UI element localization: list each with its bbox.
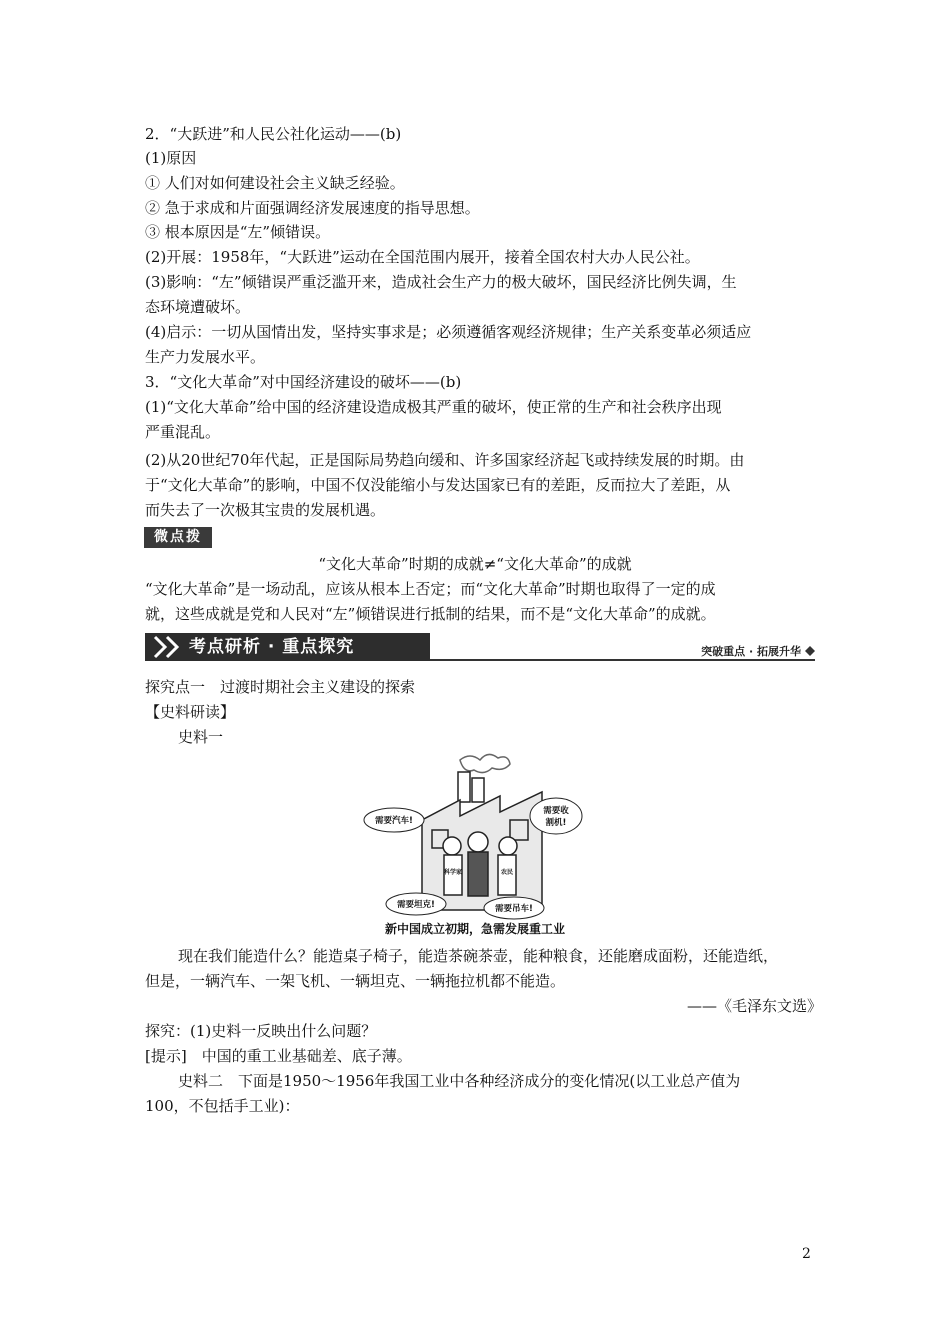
- impact-text-2: 态环境遭破坏。: [145, 298, 251, 316]
- banner-subtitle: 突破重点 · 拓展升华: [701, 645, 801, 658]
- bubble-crane: 需要吊车!: [495, 904, 533, 914]
- cause-heading: (1)原因: [145, 149, 197, 167]
- explore-point-1: 探究点一 过渡时期社会主义建设的探索: [145, 678, 416, 696]
- tip-body-1: “文化大革命”是一场动乱，应该从根本上否定；而“文化大革命”时期也取得了一定的成: [145, 580, 716, 598]
- bubble-harvester-2: 割机!: [545, 818, 567, 828]
- source-2-text-2: 100，不包括手工业)：: [145, 1097, 300, 1115]
- source-1-label: 史料一: [178, 728, 224, 746]
- badge-scientist: 科学家: [443, 869, 463, 876]
- tip-body-2: 就，这些成就是党和人民对“左”倾错误进行抵制的结果，而不是“文化大革命”的成就。: [145, 605, 716, 623]
- banner-bar: [145, 633, 430, 661]
- quote-text-2: 但是，一辆汽车、一架飞机、一辆坦克、一辆拖拉机都不能造。: [145, 972, 566, 990]
- bubble-harvester-1: 需要收: [543, 806, 569, 816]
- quote-text-1: 现在我们能造什么？能造桌子椅子，能造茶碗茶壶，能种粮食，还能磨成面粉，还能造纸，: [178, 947, 779, 965]
- damage-text-1b: 严重混乱。: [145, 423, 221, 441]
- development-text: (2)开展：1958年，“大跃进”运动在全国范围内展开，接着全国农村大办人民公社。: [145, 248, 700, 266]
- section-2-title: 2．“大跃进”和人民公社化运动——(b): [145, 125, 402, 143]
- page-number: 2: [802, 1246, 811, 1262]
- source-study-heading: 【史料研读】: [145, 703, 236, 721]
- section-banner: [145, 633, 815, 663]
- quote-source: ——《毛泽东文选》: [686, 997, 822, 1015]
- cause-item-1: ① 人们对如何建设社会主义缺乏经验。: [145, 174, 405, 192]
- cause-item-2: ② 急于求成和片面强调经济发展速度的指导思想。: [145, 199, 480, 217]
- lesson-text-1: (4)启示：一切从国情出发，坚持实事求是；必须遵循客观经济规律；生产关系变革必须适应: [145, 323, 752, 341]
- tip-label: 微点拨: [154, 529, 202, 545]
- damage-text-2b: 于“文化大革命”的影响，中国不仅没能缩小与发达国家已有的差距，反而拉大了差距，从: [145, 476, 731, 494]
- badge-farmer: 农民: [500, 869, 514, 876]
- question-1: 探究：(1)史料一反映出什么问题？: [145, 1022, 377, 1040]
- damage-text-2a: (2)从20世纪70年代起，正是国际局势趋向缓和、许多国家经济起飞或持续发展的时期。由: [145, 451, 745, 469]
- damage-text-2c: 而失去了一次极其宝贵的发展机遇。: [145, 501, 386, 519]
- lesson-text-2: 生产力发展水平。: [145, 348, 266, 366]
- damage-text-1a: (1)“文化大革命”给中国的经济建设造成极其严重的破坏，使正常的生产和社会秩序出现: [145, 398, 722, 416]
- tip-label-badge: [144, 527, 212, 548]
- section-3-title: 3．“文化大革命”对中国经济建设的破坏——(b): [145, 373, 462, 391]
- bubble-car: 需要汽车!: [375, 816, 413, 826]
- impact-text-1: (3)影响：“左”倾错误严重泛滥开来，造成社会生产力的极大破坏，国民经济比例失调，生: [145, 273, 737, 291]
- banner-title: 考点研析 · 重点探究: [189, 637, 355, 657]
- cause-item-3: ③ 根本原因是“左”倾错误。: [145, 223, 331, 241]
- double-chevron-icon: [151, 633, 191, 661]
- bubble-tank: 需要坦克!: [397, 900, 435, 910]
- factory-illustration: [360, 750, 590, 922]
- tip-heading: “文化大革命”时期的成就≠“文化大革命”的成就: [318, 555, 632, 573]
- source-2-text-1: 史料二 下面是1950～1956年我国工业中各种经济成分的变化情况(以工业总产值为: [178, 1072, 741, 1090]
- hint-1: [提示] 中国的重工业基础差、底子薄。: [145, 1047, 412, 1065]
- banner-rule: [430, 659, 815, 661]
- diamond-icon: [805, 646, 815, 656]
- illustration-caption: 新中国成立初期，急需发展重工业: [384, 922, 565, 936]
